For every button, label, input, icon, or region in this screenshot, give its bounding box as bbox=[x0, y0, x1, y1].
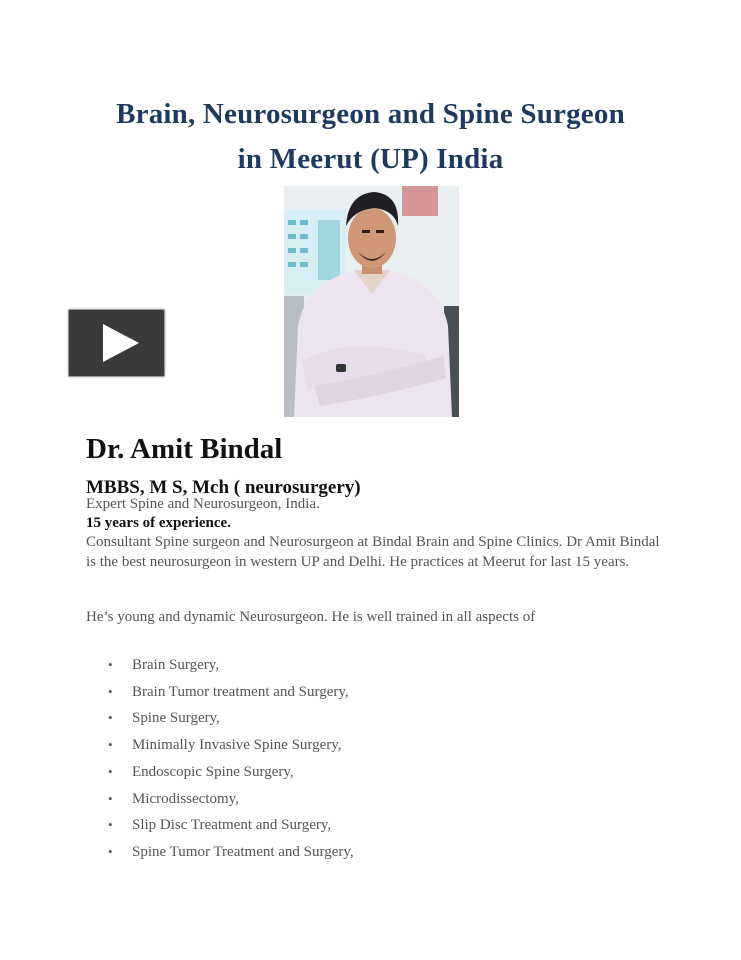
portrait-illustration bbox=[284, 186, 459, 417]
play-icon bbox=[103, 324, 139, 362]
list-item: • Spine Surgery, bbox=[106, 705, 354, 732]
bullet-icon: • bbox=[108, 657, 113, 672]
title-line-1: Brain, Neurosurgeon and Spine Surgeon bbox=[116, 98, 625, 130]
bullet-icon: • bbox=[108, 683, 113, 699]
doctor-tagline: Expert Spine and Neurosurgeon, India. bbox=[86, 496, 320, 512]
doctor-photo bbox=[284, 186, 459, 417]
experience-text: 15 years of experience. bbox=[86, 515, 231, 531]
play-video-button[interactable] bbox=[68, 309, 165, 377]
bullet-icon: • bbox=[108, 790, 113, 806]
description-paragraph: Consultant Spine surgeon and Neurosurgeon at Bindal Brain and Spine Clinics. Dr Amit Bindal is the best neurosurgeon in western UP and Delhi. He practices at Meerut for last 15 years. bbox=[86, 534, 660, 570]
bullet-icon: • bbox=[108, 843, 113, 859]
list-item: • Brain Tumor treatment and Surgery, bbox=[106, 679, 354, 706]
doctor-name: Dr. Amit Bindal bbox=[86, 433, 283, 465]
bullet-icon: • bbox=[108, 763, 113, 779]
bullet-icon: • bbox=[108, 737, 113, 753]
intro-paragraph: He’s young and dynamic Neurosurgeon. He is well trained in all aspects of bbox=[86, 609, 536, 625]
bullet-icon: • bbox=[108, 817, 113, 833]
list-item: • Minimally Invasive Spine Surgery, bbox=[106, 732, 354, 759]
doctor-degrees: MBBS, M S, Mch ( neurosurgery) bbox=[86, 477, 361, 498]
list-item: • Brain Surgery, bbox=[106, 652, 354, 679]
services-list bbox=[106, 652, 354, 866]
title-line-2: in Meerut (UP) India bbox=[237, 143, 504, 175]
page-title bbox=[0, 92, 741, 182]
list-item: • Microdissectomy, bbox=[106, 786, 354, 813]
list-item: • Spine Tumor Treatment and Surgery, bbox=[106, 839, 354, 866]
bullet-icon: • bbox=[108, 710, 113, 726]
list-item: • Slip Disc Treatment and Surgery, bbox=[106, 812, 354, 839]
list-item: • Endoscopic Spine Surgery, bbox=[106, 759, 354, 786]
